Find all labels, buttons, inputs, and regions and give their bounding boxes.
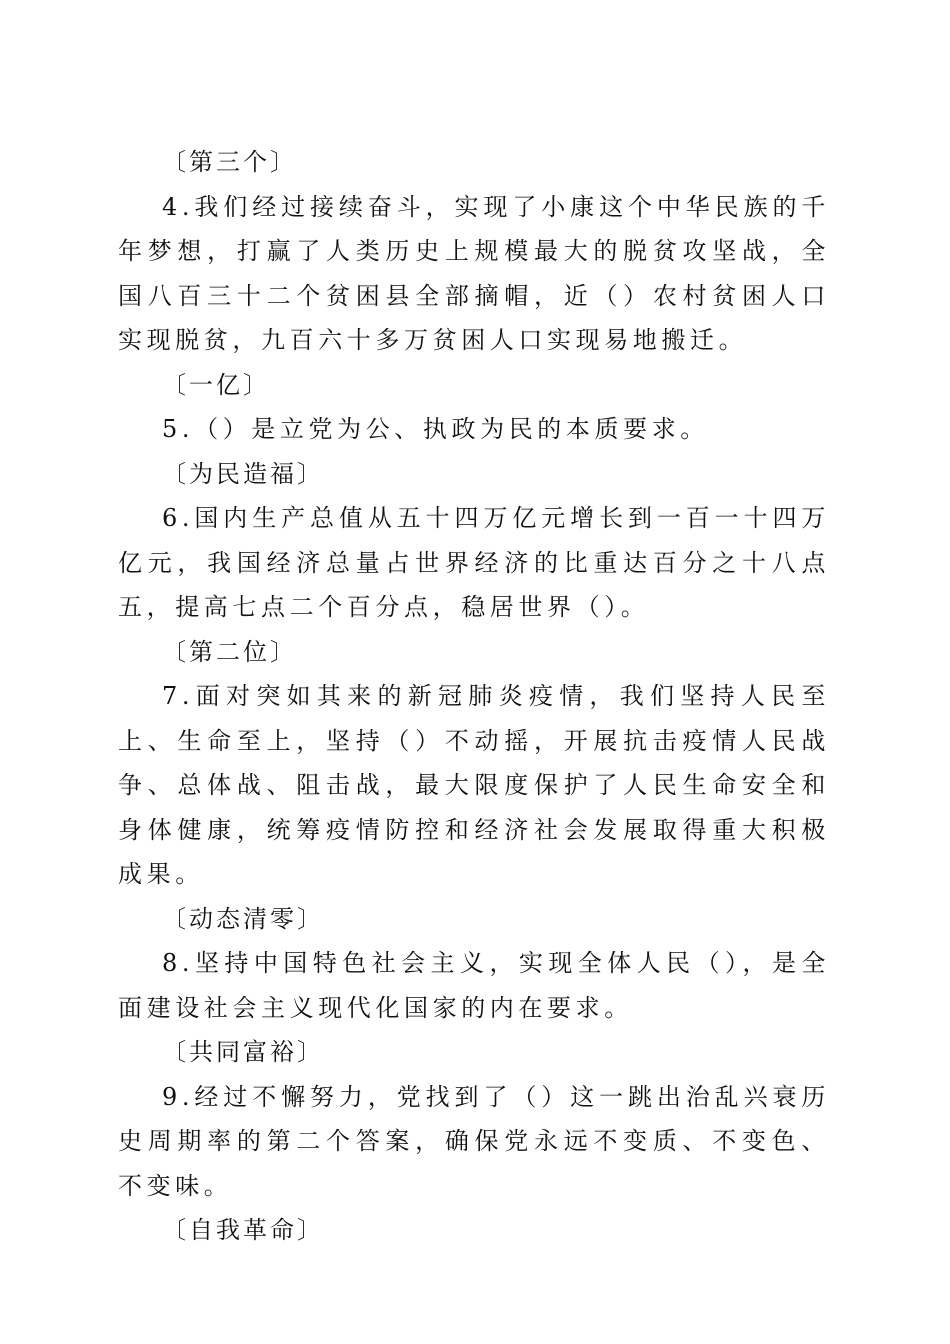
question-8: 8.坚持中国特色社会主义，实现全体人民（），是全面建设社会主义现代化国家的内在要求。 (118, 949, 830, 1022)
answer-7: 〔动态清零〕 (162, 904, 324, 933)
answer-3: 〔第三个〕 (162, 148, 297, 176)
answer-9: 〔自我革命〕 (162, 1216, 324, 1244)
question-6: 6.国内生产总值从五十四万亿元增长到一百一十四万亿元，我国经济总量占世界经济的比重达百分之十八点五，提高七点二个百分点，稳居世界（）。 (118, 504, 830, 621)
answer-4: 〔一亿〕 (162, 370, 270, 399)
question-9: 9.经过不懈努力，党找到了（）这一跳出治乱兴衰历史周期率的第二个答案，确保党永远不变质、不变色、不变味。 (118, 1082, 830, 1200)
answer-5: 〔为民造福〕 (162, 459, 324, 488)
answer-8: 〔共同富裕〕 (162, 1038, 324, 1066)
question-5: 5.（）是立党为公、执政为民的本质要求。 (162, 415, 709, 443)
question-4: 4.我们经过接续奋斗，实现了小康这个中华民族的千年梦想，打赢了人类历史上规模最大的脱贫攻坚战，全国八百三十二个贫困县全部摘帽，近（）农村贫困人口实现脱贫，九百六十多万贫困人口实现易地搬迁。 (118, 192, 830, 354)
answer-6: 〔第二位〕 (162, 637, 297, 666)
question-7: 7.面对突如其来的新冠肺炎疫情，我们坚持人民至上、生命至上，坚持（）不动摇，开展抗击疫情人民战争、总体战、阻击战，最大限度保护了人民生命安全和身体健康，统筹疫情防控和经济社会发展取得重大积极成果。 (118, 682, 830, 888)
document-page (118, 140, 830, 1253)
